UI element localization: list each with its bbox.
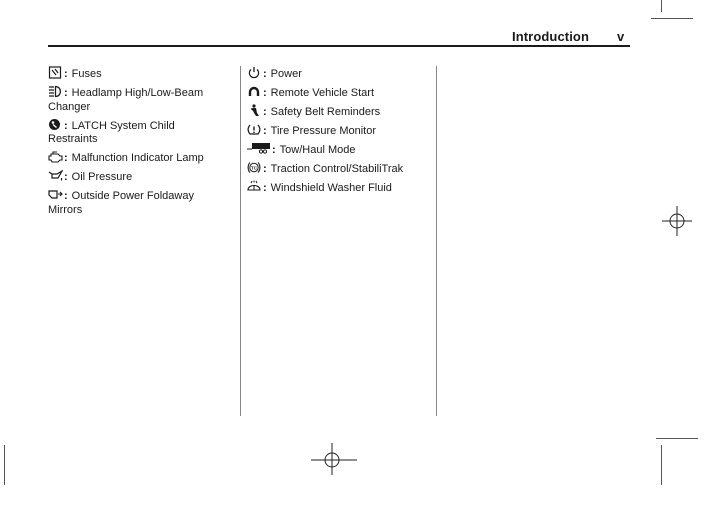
header-rule: [48, 45, 630, 47]
remote-start-icon: [247, 85, 262, 98]
crop-mark: [661, 0, 662, 12]
registration-mark: [311, 443, 357, 475]
item-label: Windshield Washer Fluid: [270, 182, 392, 194]
column-divider: [436, 66, 437, 416]
power-icon: [247, 66, 262, 79]
item-label: Safety Belt Reminders: [270, 106, 381, 118]
item-label: Malfunction Indicator Lamp: [71, 152, 204, 164]
item-label: Tow/Haul Mode: [279, 144, 356, 156]
list-item: TC : Traction Control/StabiliTrak: [247, 161, 432, 177]
item-label: Tire Pressure Monitor: [270, 125, 377, 137]
list-item: : Malfunction Indicator Lamp: [48, 150, 223, 166]
running-header-title: Introduction: [512, 29, 590, 44]
washer-fluid-icon: [247, 180, 262, 193]
list-item: : Fuses: [48, 66, 223, 82]
page-number: v: [617, 29, 625, 44]
tow-haul-icon: [247, 142, 271, 155]
list-item: : Tow/Haul Mode: [247, 142, 432, 158]
oil-can-icon: [48, 169, 63, 182]
headlamp-icon: [48, 85, 63, 98]
crop-mark: [4, 445, 5, 485]
list-item: : Safety Belt Reminders: [247, 104, 432, 120]
tire-pressure-icon: [247, 123, 262, 136]
item-label: Remote Vehicle Start: [270, 87, 375, 99]
column-divider: [240, 66, 241, 416]
item-label: Oil Pressure: [71, 171, 133, 183]
svg-text:TC: TC: [250, 165, 258, 171]
list-item: : Windshield Washer Fluid: [247, 180, 432, 196]
list-item: : LATCH System Child Restraints: [48, 119, 175, 145]
crop-mark: [661, 445, 662, 485]
left-column: [48, 66, 223, 221]
list-item: : Headlamp High/Low-Beam Changer: [48, 87, 204, 113]
engine-malfunction-icon: [48, 150, 63, 163]
latch-child-seat-icon: [48, 118, 63, 131]
mirror-fold-icon: [48, 188, 63, 201]
crop-mark: [656, 438, 698, 439]
list-item: : Tire Pressure Monitor: [247, 123, 432, 139]
fuse-icon: [48, 66, 63, 79]
middle-column: [247, 66, 432, 199]
list-item: : Remote Vehicle Start: [247, 85, 432, 101]
traction-control-icon: [247, 161, 262, 174]
item-label: Fuses: [71, 68, 102, 80]
crop-mark: [651, 18, 693, 19]
item-label: Power: [270, 68, 302, 80]
item-label: Outside Power Foldaway Mirrors: [48, 190, 194, 216]
item-label: Headlamp High/Low-Beam Changer: [48, 87, 204, 113]
item-label: LATCH System Child Restraints: [48, 119, 175, 145]
list-item: : Power: [247, 66, 432, 82]
registration-mark: [662, 206, 692, 236]
list-item: : Oil Pressure: [48, 169, 223, 185]
seat-belt-icon: [247, 104, 262, 117]
item-label: Traction Control/StabiliTrak: [270, 163, 404, 175]
list-item: : Outside Power Foldaway Mirrors: [48, 190, 194, 216]
